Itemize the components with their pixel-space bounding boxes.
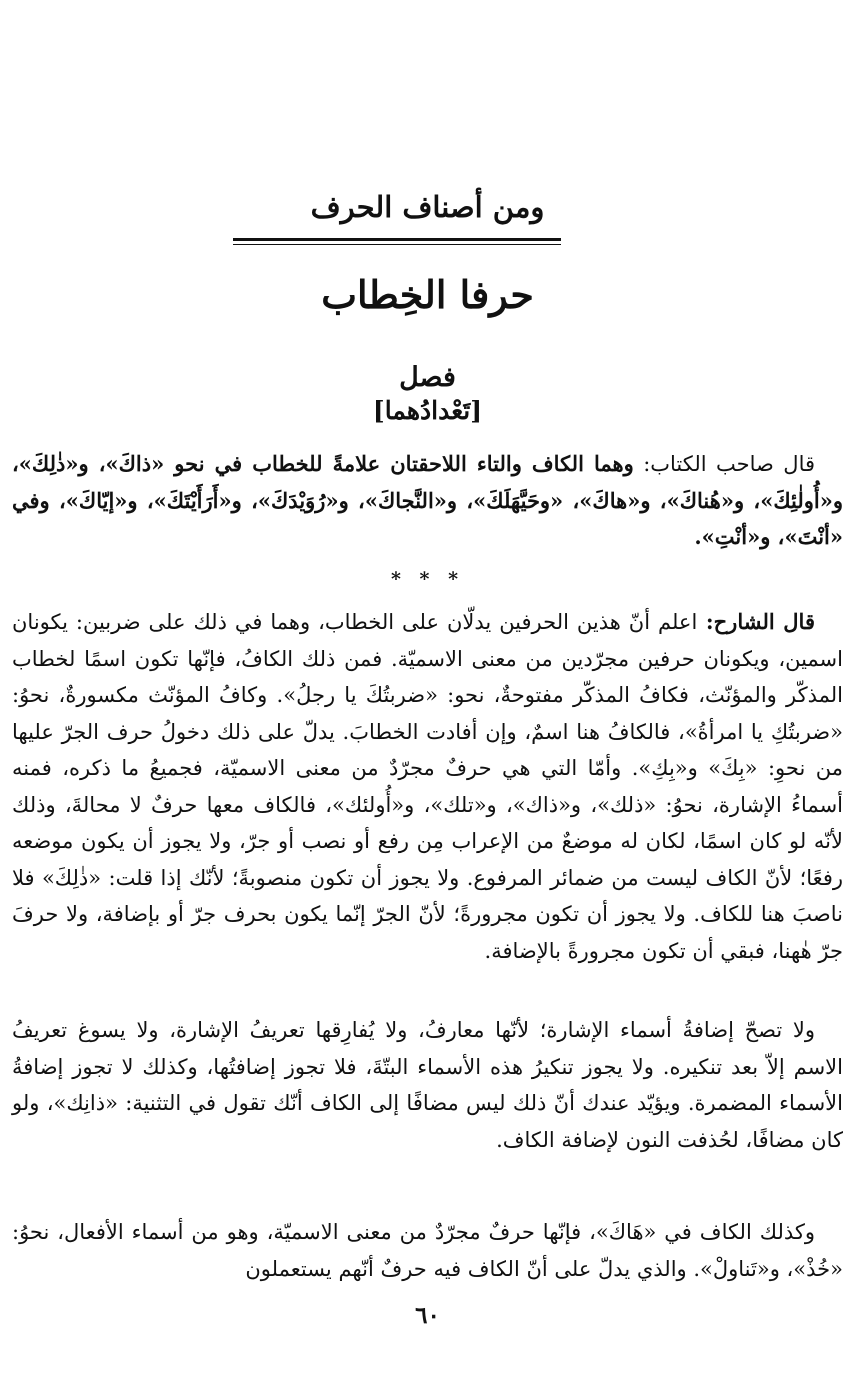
author-lead: قال صاحب الكتاب: — [633, 452, 816, 476]
title-underline-thin — [233, 244, 561, 245]
title-underline-thick — [233, 238, 561, 241]
separator-stars: * * * — [390, 568, 465, 590]
commentary-paragraph — [12, 604, 843, 969]
commentary-text: اعلم أنّ هذين الحرفين يدلّان على الخطاب، وهما في ذلك على ضربين: يكونان اسمين، ويكونان حرفين مجرّدين من معنى الاسميّة. فمن ذلك الكافُ، فإنّها تكون اسمًا لخطاب المذكّر والمؤنّث، فكافُ المذكّر مفتوحةٌ، نحو: «ضربتُكَ يا رجلُ». وكافُ المؤنّث مكسورةٌ، نحوُ: «ضربتُكِ يا امرأةُ»، فالكافُ هنا اسمٌ، وإن أفادت الخطابَ. يدلّ على ذلك دخولُ حرف الجرّ عليها من نحوِ: «بِكَ» و«بِكِ». وأمّا التي هي حرفٌ مجرّدٌ من معنى الاسميّة، فجميعُ ما ذكره، فمنه أسماءُ الإشارة، نحوُ: «ذلك»، و«ذاك»، و«تلك»، و«أُولئك»، فالكاف معها حرفٌ لا محالةَ، وذلك لأنّه لو كان اسمًا، لكان له موضعٌ من الإعراب مِن رفع أو نصب أو جرّ، ولا يجوز أن يكون موضعه رفعًا؛ لأنّ الكاف ليست من ضمائر المرفوع. ولا يجوز أن تكون منصوبةً؛ لأنّك إذا قلت: «ذٰلِكَ» فلا ناصبَ هنا للكاف. ولا يجوز أن تكون مجرورةً؛ لأنّ الجرّ إنّما يكون بحرف جرّ أو بإضافة، ولا حرفَ جرّ هٰهنا، فبقي أن تكون مجرورةً بالإضافة. — [12, 610, 843, 963]
commentator-label: قال الشارح: — [697, 609, 815, 634]
fasl-heading: فصل — [399, 362, 456, 393]
body-paragraph-4: وكذلك الكاف في «هَاكَ»، فإنّها حرفٌ مجرّدٌ من معنى الاسميّة، وهو من أسماء الأفعال، نحوُ: «خُذْ»، و«تَناولْ». والذي يدلّ على أنّ الكاف فيه حرفٌ أنّهم يستعملون — [12, 1220, 843, 1281]
fasl-subheading: [تَعْدادُهما] — [372, 396, 483, 425]
body-paragraph-3: ولا تصحّ إضافةُ أسماء الإشارة؛ لأنّها معارفُ، ولا يُفارِقها تعريفُ الإشارة، ولا يسوغ تعريفُ الاسم إلاّ بعد تنكيره. ولا يجوز تنكيرُ هذه الأسماء البتّةَ، فلا تجوز إضافتُها، وكذلك لا تجوز إضافةُ الأسماء المضمرة. ويؤيّد عندك أنّ ذلك ليس مضافًا إلى الكاف أنّك تقول في التثنية: «ذانِك»، ولو كان مضافًا، لحُذفت النون لإضافة الكاف. — [12, 1018, 843, 1152]
section-title: ومن أصناف الحرف — [310, 190, 545, 224]
author-text-paragraph — [12, 446, 843, 556]
page-number: ٦٠ — [415, 1302, 440, 1329]
author-text: وهما الكاف والتاء اللاحقتان علامةً للخطاب في نحو «ذاكَ»، و«ذٰلِكَ»، و«أُولٰئِكَ»، و«هُناكَ»، و«هاكَ»، «وحَيَّهَلَكَ»، و«النَّجاكَ»، و«رُوَيْدَكَ»، و«أَرَأَيْتَكَ»، و«إيّاكَ»، وفي «أنْتَ»، و«أنْتِ». — [12, 451, 843, 549]
chapter-title: حرفا الخِطاب — [321, 272, 534, 317]
